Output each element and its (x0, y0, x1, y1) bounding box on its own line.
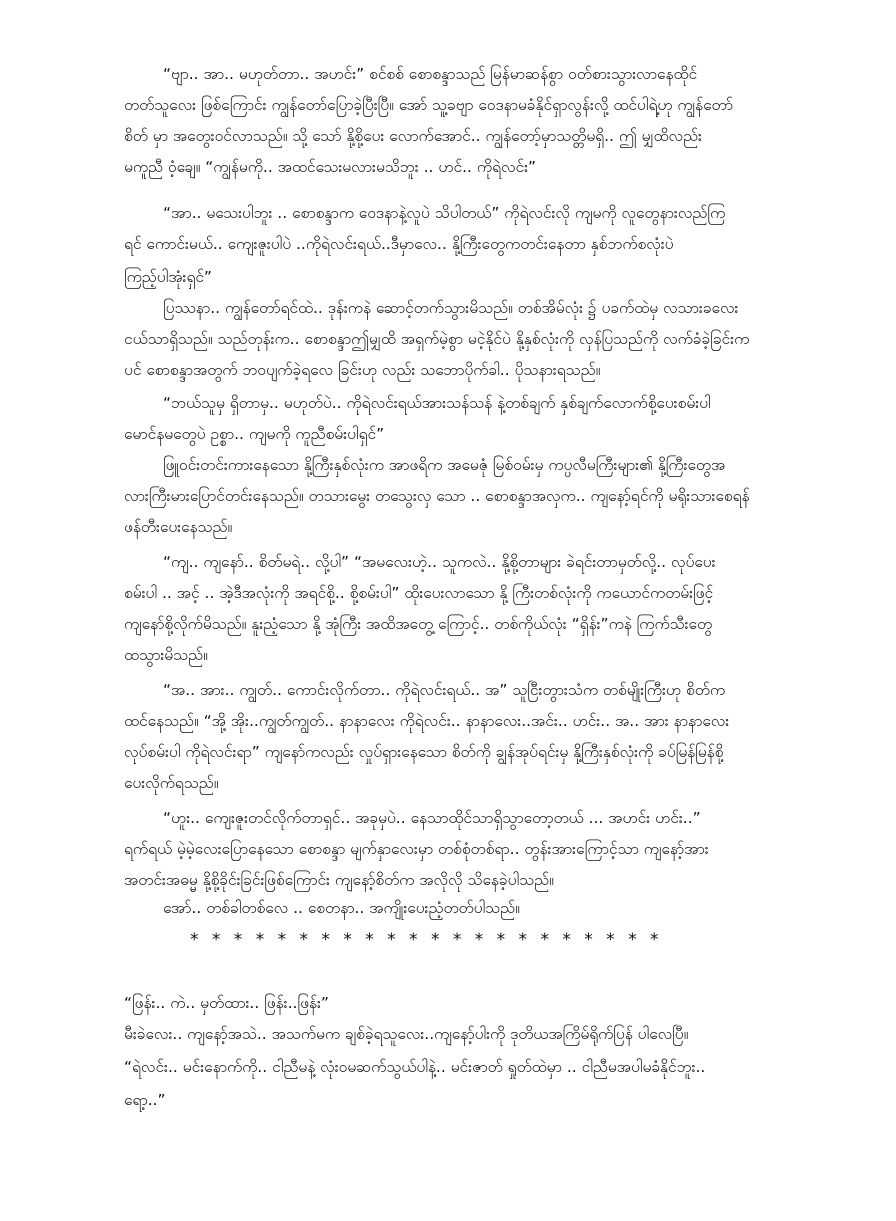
section-separator: * * * * * * * * * * * * * * * * * * * * * * (190, 930, 663, 950)
text-line: “ဗျာ.. အာ.. မဟုတ်တာ.. အဟင်း” စင်စစ် စောစန္ဒာသည် မြန်မာဆန်စွာ ဝတ်စားသွားလာနေထိုင် (163, 65, 698, 83)
text-line: ဖြူဝင်းတင်းကားနေသော နို့ကြီးနှစ်လုံးက အာဖရိက အမေဇုံ မြစ်ဝမ်းမှ ကပ္ပလီမကြီးများ၏ နို့ကြီးတွေအ (163, 456, 726, 474)
text-line: ဖန်တီးပေးနေသည်။ (124, 518, 233, 536)
text-line: “အ.. အား.. ကျွတ်.. ကောင်းလိုက်တာ.. ကိုရဲလင်းရယ်.. အ” သူငြီးတွားသံက တစ်မျိုးကြီးဟု စိတ်က (163, 681, 725, 699)
text-line: ရင် ကောင်းမယ်.. ကျေးဇူးပါပဲ ..ကိုရဲလင်းရယ်..ဒီမှာလေ.. နို့ကြီးတွေကတင်းနေတာ နှစ်ဘက်စလုံးပဲ (124, 235, 674, 253)
text-line: ရက်ရယ် မဲ့မဲ့လေးပြောနေသော စောစန္ဒာ မျက်နှာလေးမှာ တစ်စုံတစ်ရာ.. တွန်းအားကြောင့်သာ ကျနော့်အား (124, 840, 709, 858)
text-line: “ဖြန်း.. ကဲ.. မှတ်ထား.. ဖြန်း..ဖြန်း” (124, 994, 329, 1012)
text-line: ကျနော်စို့လိုက်မိသည်။ နူးညံ့သော နို့ အုံကြီး အထိအတွေ့ ကြောင့်.. တစ်ကိုယ်လုံး “ရှိန်း”ကနဲ ကြက်သီးတွေ (124, 615, 713, 633)
text-line: ရော့..” (124, 1091, 166, 1109)
text-line: စမ်းပါ .. အင့် .. အဲ့ဒီအလုံးကို အရင်စို့.. စို့စမ်းပါ” ထိုးပေးလာသော နို့ ကြီးတစ်လုံးကို ကယောင်ကတမ်းဖြင့် (124, 584, 714, 602)
text-line: တတ်သူလေး ဖြစ်ကြောင်း ကျွန်တော်ပြောခဲ့ပြီးပြီ။ အော် သူ့ခဗျာ ဝေဒနာမခံနိုင်ရှာလွန်းလို့ ထင်ပါရဲ့ဟု ကျွန်တော် (124, 96, 733, 114)
text-line: “ဟူး.. ကျေးဇူးတင်လိုက်တာရှင်.. အခုမှပဲ.. နေသာထိုင်သာရှိသွာတော့တယ် ... အဟင်း ဟင်း..” (163, 809, 701, 827)
text-line: ထသွားမိသည်။ (124, 646, 208, 664)
text-line: မောင်နမတွေပဲ ဥစ္စာ.. ကျမကို ကူညီစမ်းပါရှင်” (124, 425, 385, 443)
text-line: ငယ်သာရှိသည်။ သည်တုန်းက.. စောစန္ဒာဤမျှထိ အရှက်မဲ့စွာ မငဲ့နိုင်ပဲ နို့နှစ်လုံးကို လှန်ပြသည်ကို လက်ခံခဲ့ခြင်းက (124, 330, 750, 348)
text-line: စိတ် မှာ အတွေးဝင်လာသည်။ သို့ သော် နို့စို့ပေး လောက်အောင်.. ကျွန်တော့်မှာသတ္တိမရှိ.. ဤ မျှထိလည်း (124, 127, 702, 145)
text-line: ပြဿနာ.. ကျွန်တော်ရင်ထဲ.. ဒုန်းကနဲ ဆောင့်တက်သွားမိသည်။ တစ်အိမ်လုံး ၌ ပခက်ထဲမှ လသားခလေး (163, 299, 739, 317)
text-line: အော်.. တစ်ခါတစ်လေ .. စေတနာ.. အကျိုးပေးညံ့တတ်ပါသည်။ (163, 899, 520, 917)
text-line: ပင် စောစန္ဒာအတွက် ဘဝပျက်ခဲ့ရလေ ခြင်းဟု လည်း သဘောပိုက်ခါ.. ပိုသနားရသည်။ (124, 361, 601, 379)
text-line: မီးခဲလေး.. ကျနော့်အသဲ.. အသက်မက ချစ်ခဲ့ရသူလေး..ကျနော့်ပါးကို ဒုတိယအကြိမ်ရိုက်ပြန် ပါလေပြီ။ (124, 1025, 689, 1043)
text-line: လားကြီးမားပြောင်တင်းနေသည်။ တသားမွေး တသွေးလှ သော .. စောစန္ဒာအလှက.. ကျနော့်ရင်ကို မရိုးသားစေရန် (124, 487, 750, 505)
text-line: ထင်နေသည်။ “အို့ အိုး..ကျွတ်ကျွတ်.. နာနာလေး ကိုရဲလင်း.. နာနာလေး..အင်း.. ဟင်း.. အ.. အား နာနာလေး (124, 712, 730, 730)
text-line: “အာ.. မသေးပါဘူး .. စောစန္ဒာက ဝေဒနာနဲ့လူပဲ သိပါတယ်” ကိုရဲလင်းလို ကျမကို လူတွေနားလည်ကြ (163, 204, 726, 222)
text-line: “ရဲလင်း.. မင်းနောက်ကို.. ငါညီမနဲ့ လုံးဝမဆက်သွယ်ပါနဲ့.. မင်းဇာတ် ရှုတ်ထဲမှာ .. ငါညီမအပါမခံနိုင်ဘူး.. (124, 1058, 706, 1076)
text-line: ပေးလိုက်ရသည်။ (124, 774, 219, 792)
text-line: လုပ်စမ်းပါ ကိုရဲလင်းရာ” ကျနော်ကလည်း လှုပ်ရှားနေသော စိတ်ကို ချွန်အုပ်ရင်းမှ နို့ကြီးနှစ်လုံးကို ခပ်မြန်မြန်စို့ (124, 743, 724, 761)
text-line: မကူညီ ဝံ့ချေ။ “ကျွန်မကို.. အထင်သေးမလားမသိဘူး .. ဟင်.. ကိုရဲလင်း” (124, 158, 537, 176)
text-line: “ကျ.. ကျနော်.. စိတ်မရဲ.. လို့ပါ” “အမလေးဟဲ့.. သူကလဲ.. နို့စို့တာများ ခဲရင်းတာမှတ်လို့.. လုပ်ပေး (163, 553, 716, 571)
text-line: “ဘယ်သူမှ ရှိတာမှ.. မဟုတ်ပဲ.. ကိုရဲလင်းရယ်အားသန်သန် နဲ့တစ်ချက် နှစ်ချက်လောက်စို့ပေးစမ်းပါ (163, 394, 711, 412)
text-line: အတင်းအဓမ္မ နို့စို့ခိုင်းခြင်းဖြစ်ကြောင်း ကျနော့်စိတ်က အလိုလို သိနေခဲ့ပါသည်။ (124, 871, 554, 889)
text-line: ကြည့်ပါအုံးရှင်” (124, 268, 212, 286)
